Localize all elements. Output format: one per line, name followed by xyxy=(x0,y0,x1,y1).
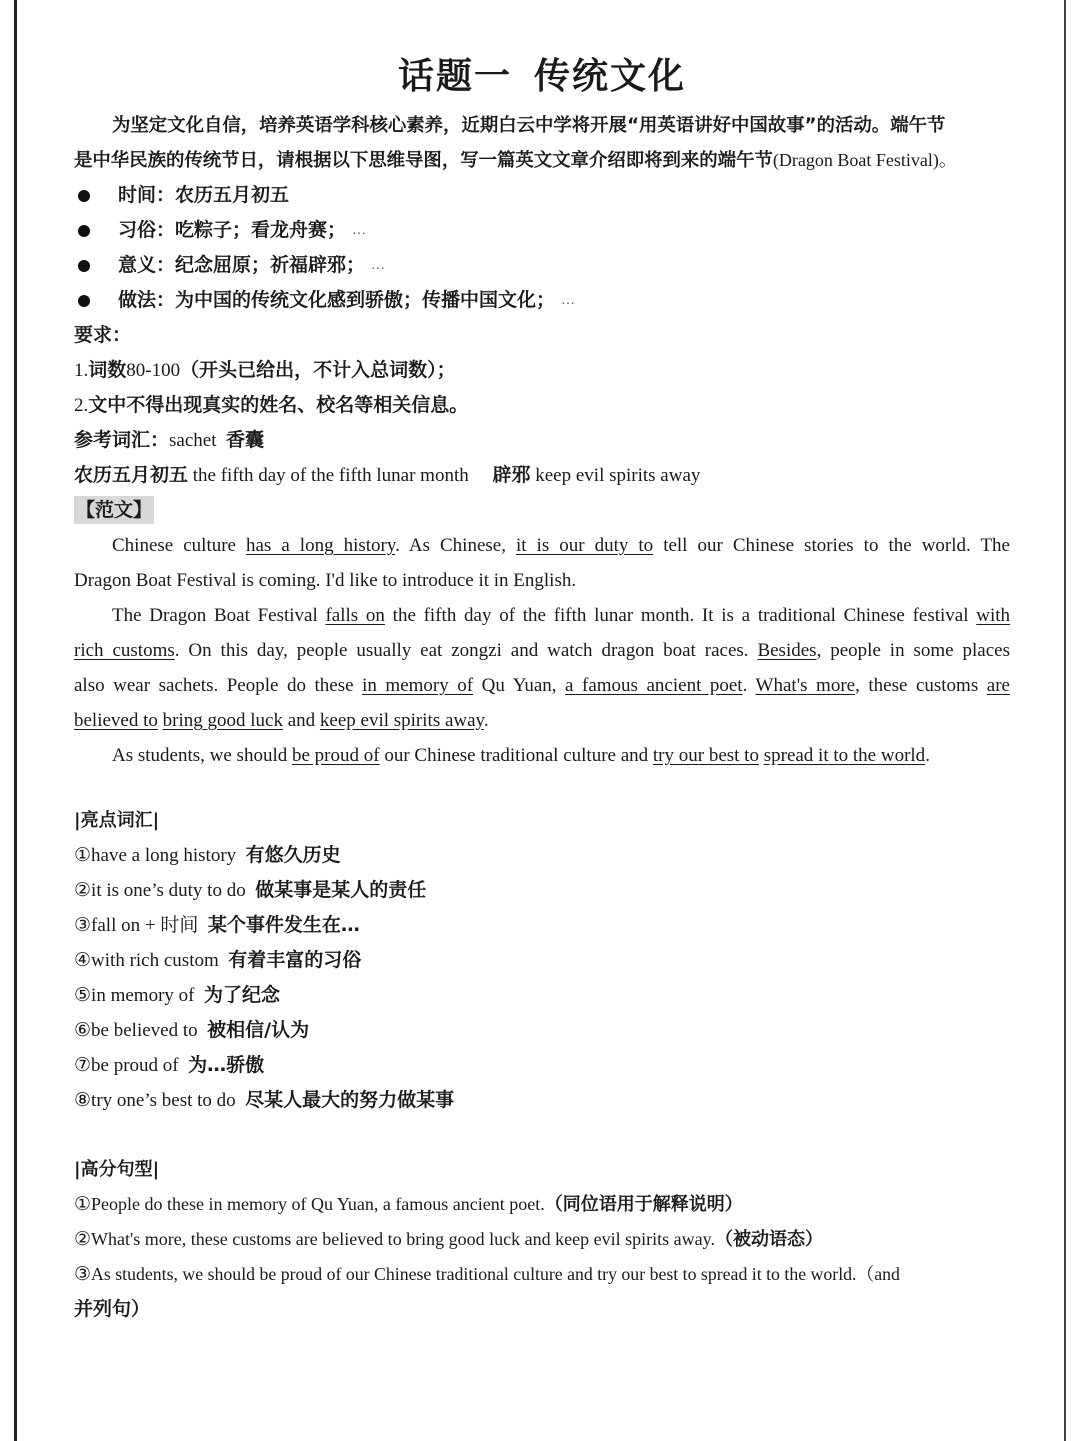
requirement-2: 2.文中不得出现真实的姓名、校名等相关信息。 xyxy=(74,394,469,416)
essay-line: The Dragon Boat Festival falls on the fifth day of the fifth lunar month. It is a traditional Chinese festival with xyxy=(112,605,1011,626)
task-intro xyxy=(74,108,1010,178)
highlight-item: ⑦be proud of 为…骄傲 xyxy=(74,1054,265,1076)
bullet-practice: 做法：为中国的传统文化感到骄傲；传播中国文化； … xyxy=(74,283,1010,318)
sentence-item: ②What's more, these customs are believed to bring good luck and keep evil spirits away.（被动语态） xyxy=(74,1229,823,1250)
requirement-1: 1.词数80-100（开头已给出，不计入总词数）； xyxy=(74,359,456,381)
bullet-time: 时间：农历五月初五 xyxy=(74,178,1010,213)
document-page xyxy=(74,50,1010,1327)
bullet-customs: 习俗：吃粽子；看龙舟赛； … xyxy=(74,213,1010,248)
essay-line: believed to bring good luck and keep evil spirits away. xyxy=(74,710,489,731)
bullet-dot-icon xyxy=(78,295,90,307)
essay-line: As students, we should be proud of our Chinese traditional culture and try our best to spread it to the world. xyxy=(112,745,930,766)
bullet-meaning: 意义：纪念屈原；祈福辟邪； … xyxy=(74,248,1010,283)
intro-line-1: 为坚定文化自信，培养英语学科核心素养，近期白云中学将开展“用英语讲好中国故事”的活动。端午节 xyxy=(112,115,946,136)
highlight-item: ⑥be believed to 被相信/认为 xyxy=(74,1019,310,1041)
sentence-item: ③As students, we should be proud of our Chinese traditional culture and try our best to spread it to the world.（and xyxy=(74,1264,900,1285)
highlights-heading: |亮点词汇| xyxy=(74,810,160,831)
vocab-line-2: 农历五月初五 the fifth day of the fifth lunar month 辟邪 keep evil spirits away xyxy=(74,464,701,486)
essay-line: Chinese culture has a long history. As Chinese, it is our duty to tell our Chinese stories to the world. The xyxy=(112,535,1010,556)
page-title: 话题一 传统文化 xyxy=(397,56,687,97)
highlight-item: ④with rich custom 有着丰富的习俗 xyxy=(74,949,362,971)
highlight-item: ⑧try one’s best to do 尽某人最大的努力做某事 xyxy=(74,1089,455,1111)
sentence-item-continuation: 并列句） xyxy=(74,1298,151,1320)
bullet-dot-icon xyxy=(78,190,90,202)
highlight-item: ①have a long history 有悠久历史 xyxy=(74,844,341,866)
sentence-item: ①People do these in memory of Qu Yuan, a famous ancient poet.（同位语用于解释说明） xyxy=(74,1194,743,1215)
highlight-item: ⑤in memory of 为了纪念 xyxy=(74,984,280,1006)
highlight-item: ③fall on + 时间 某个事件发生在… xyxy=(74,914,360,936)
vocab-line-1: 参考词汇：sachet 香囊 xyxy=(74,429,265,451)
intro-line-2: 是中华民族的传统节日，请根据以下思维导图，写一篇英文文章介绍即将到来的端午节(Dragon Boat Festival)。 xyxy=(74,150,957,171)
essay-line: also wear sachets. People do these in memory of Qu Yuan, a famous ancient poet. What's more, these customs are xyxy=(74,675,1010,696)
page-right-border xyxy=(1064,0,1066,1441)
bullet-dot-icon xyxy=(78,225,90,237)
sample-essay xyxy=(74,528,1010,773)
sample-essay-label: 【范文】 xyxy=(74,493,1010,528)
requirements-label: 要求： xyxy=(74,324,132,346)
essay-line: rich customs. On this day, people usually eat zongzi and watch dragon boat races. Besides, people in some places xyxy=(74,640,1010,661)
sentences-heading: |高分句型| xyxy=(74,1159,160,1180)
highlight-item: ②it is one’s duty to do 做某事是某人的责任 xyxy=(74,879,427,901)
bullet-dot-icon xyxy=(78,260,90,272)
page-left-border xyxy=(14,0,17,1441)
essay-line: Dragon Boat Festival is coming. I'd like to introduce it in English. xyxy=(74,570,577,591)
